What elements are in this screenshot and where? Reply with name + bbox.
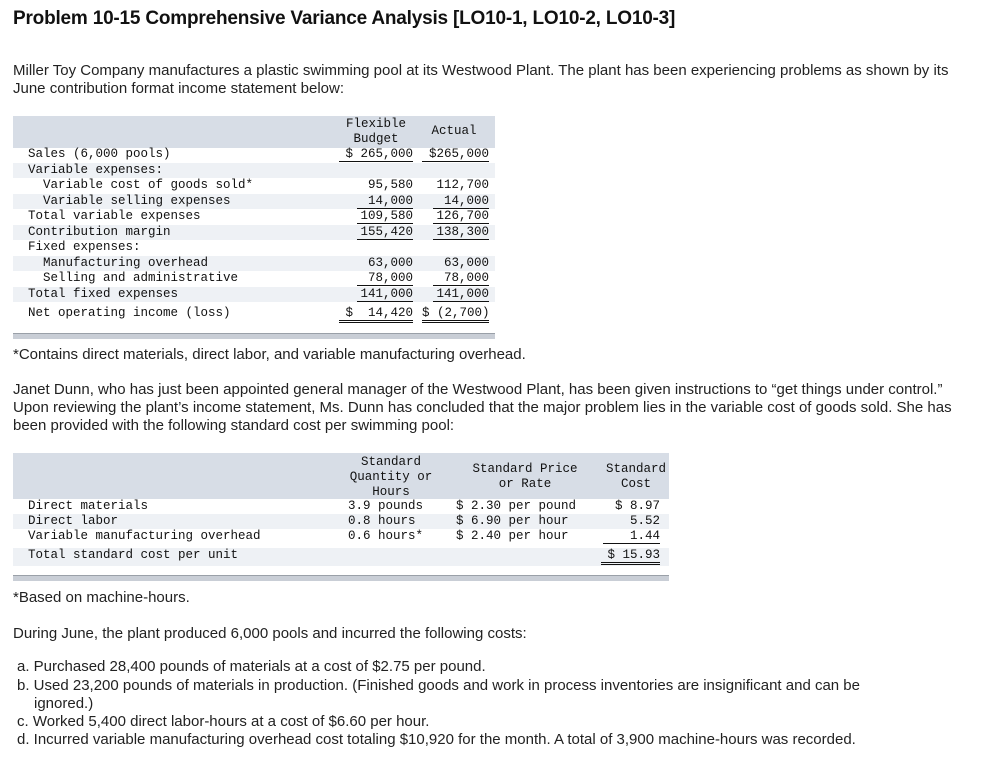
flexible-value: 14,000	[357, 194, 413, 209]
table-row	[13, 225, 495, 241]
table-row	[13, 529, 669, 544]
actual-value: 63,000	[443, 255, 489, 270]
table-row	[13, 178, 495, 194]
row-label: Variable manufacturing overhead	[28, 529, 261, 543]
actual-value: 138,300	[433, 225, 489, 240]
qty-value: 0.6 hours*	[348, 529, 424, 543]
row-label: Contribution margin	[28, 224, 171, 239]
flexible-value: 155,420	[357, 225, 413, 240]
header-qty-1: Standard	[360, 455, 421, 469]
table-row	[13, 514, 669, 529]
item-b-continued: ignored.)	[34, 695, 94, 712]
table-row	[13, 271, 495, 287]
actual-value: 141,000	[433, 287, 489, 302]
table-row	[13, 499, 669, 514]
header-cost-2: Cost	[620, 477, 651, 491]
row-label: Fixed expenses:	[28, 240, 141, 254]
price-value: $ 2.30 per pound	[456, 499, 577, 513]
row-label: Sales (6,000 pools)	[28, 147, 171, 161]
table-bottom-rule	[13, 575, 669, 576]
table-header-band	[13, 453, 669, 499]
row-label: Variable expenses:	[28, 162, 164, 177]
cost-value: $ 15.93	[601, 548, 660, 565]
row-label: Total fixed expenses	[28, 286, 179, 301]
row-label: Total variable expenses	[28, 209, 201, 223]
actual-value: $ (2,700)	[422, 306, 489, 323]
header-cost-1: Standard	[605, 462, 666, 476]
item-a: a. Purchased 28,400 pounds of materials at a cost of $2.75 per pound.	[17, 658, 486, 675]
actual-value: $265,000	[422, 147, 489, 162]
header-flexible-2: Budget	[353, 132, 399, 146]
table-bottom-rule	[13, 333, 495, 334]
actual-value: 14,000	[433, 194, 489, 209]
flexible-value: $ 265,000	[339, 147, 413, 162]
row-label: Direct materials	[28, 499, 149, 513]
qty-value: 0.8 hours	[348, 514, 416, 528]
cost-value: 1.44	[603, 529, 660, 544]
table-row	[13, 194, 495, 210]
footnote-2: *Based on machine-hours.	[13, 589, 190, 606]
table-row	[13, 306, 495, 323]
row-label: Net operating income (loss)	[28, 306, 231, 320]
intro-paragraph: Miller Toy Company manufactures a plastic swimming pool at its Westwood Plant. The plant has been experiencing problems as shown by its June contribution format income statement below:	[13, 62, 949, 97]
header-actual: Actual	[431, 124, 477, 138]
table-row	[13, 209, 495, 225]
item-b: b. Used 23,200 pounds of materials in production. (Finished goods and work in process inventories are insignificant and can be	[17, 677, 860, 694]
header-flexible-1: Flexible	[345, 117, 406, 131]
table-row	[13, 240, 495, 256]
table-row	[13, 287, 495, 303]
flexible-value: 63,000	[367, 255, 413, 270]
cost-value: $ 8.97	[614, 499, 660, 513]
row-label: Direct labor	[28, 514, 119, 528]
header-qty-3: Hours	[372, 485, 410, 499]
flexible-value: 95,580	[367, 178, 413, 192]
actual-value: 126,700	[433, 209, 489, 224]
flexible-value: 78,000	[357, 271, 413, 286]
item-c: c. Worked 5,400 direct labor-hours at a cost of $6.60 per hour.	[17, 713, 430, 730]
table-row	[13, 548, 669, 566]
flexible-value: 109,580	[357, 209, 413, 224]
actual-value: 78,000	[433, 271, 489, 286]
price-value: $ 2.40 per hour	[456, 529, 569, 543]
table-row	[13, 163, 495, 179]
row-label: Selling and administrative	[28, 271, 239, 285]
cost-value: 5.52	[629, 514, 660, 528]
page-title: Problem 10-15 Comprehensive Variance Analysis [LO10-1, LO10-2, LO10-3]	[13, 8, 676, 29]
flexible-value: 141,000	[357, 287, 413, 302]
item-d: d. Incurred variable manufacturing overhead cost totaling $10,920 for the month. A total of 3,900 machine-hours was recorded.	[17, 731, 856, 748]
actual-value: 112,700	[436, 178, 489, 192]
price-value: $ 6.90 per hour	[456, 514, 569, 528]
qty-value: 3.9 pounds	[348, 499, 424, 513]
table-row	[13, 147, 495, 163]
header-price-2: or Rate	[498, 477, 552, 491]
row-label: Manufacturing overhead	[28, 255, 209, 270]
paragraph-2: Janet Dunn, who has just been appointed general manager of the Westwood Plant, has been given instructions to “get things under control.” Upon reviewing the plant’s income statement, Ms. Dunn has concluded that the major problem lies in the variable cost of goods sold. She has been provided with the following standard cost per swimming pool:	[13, 381, 952, 434]
table-row	[13, 256, 495, 272]
row-label: Total standard cost per unit	[28, 548, 239, 562]
header-qty-2: Quantity or	[349, 470, 433, 484]
footnote-1: *Contains direct materials, direct labor, and variable manufacturing overhead.	[13, 346, 526, 363]
paragraph-3: During June, the plant produced 6,000 pools and incurred the following costs:	[13, 625, 527, 642]
flexible-value: $ 14,420	[339, 306, 413, 323]
row-label: Variable selling expenses	[28, 193, 231, 208]
header-price-1: Standard Price	[472, 462, 578, 476]
row-label: Variable cost of goods sold*	[28, 178, 254, 192]
